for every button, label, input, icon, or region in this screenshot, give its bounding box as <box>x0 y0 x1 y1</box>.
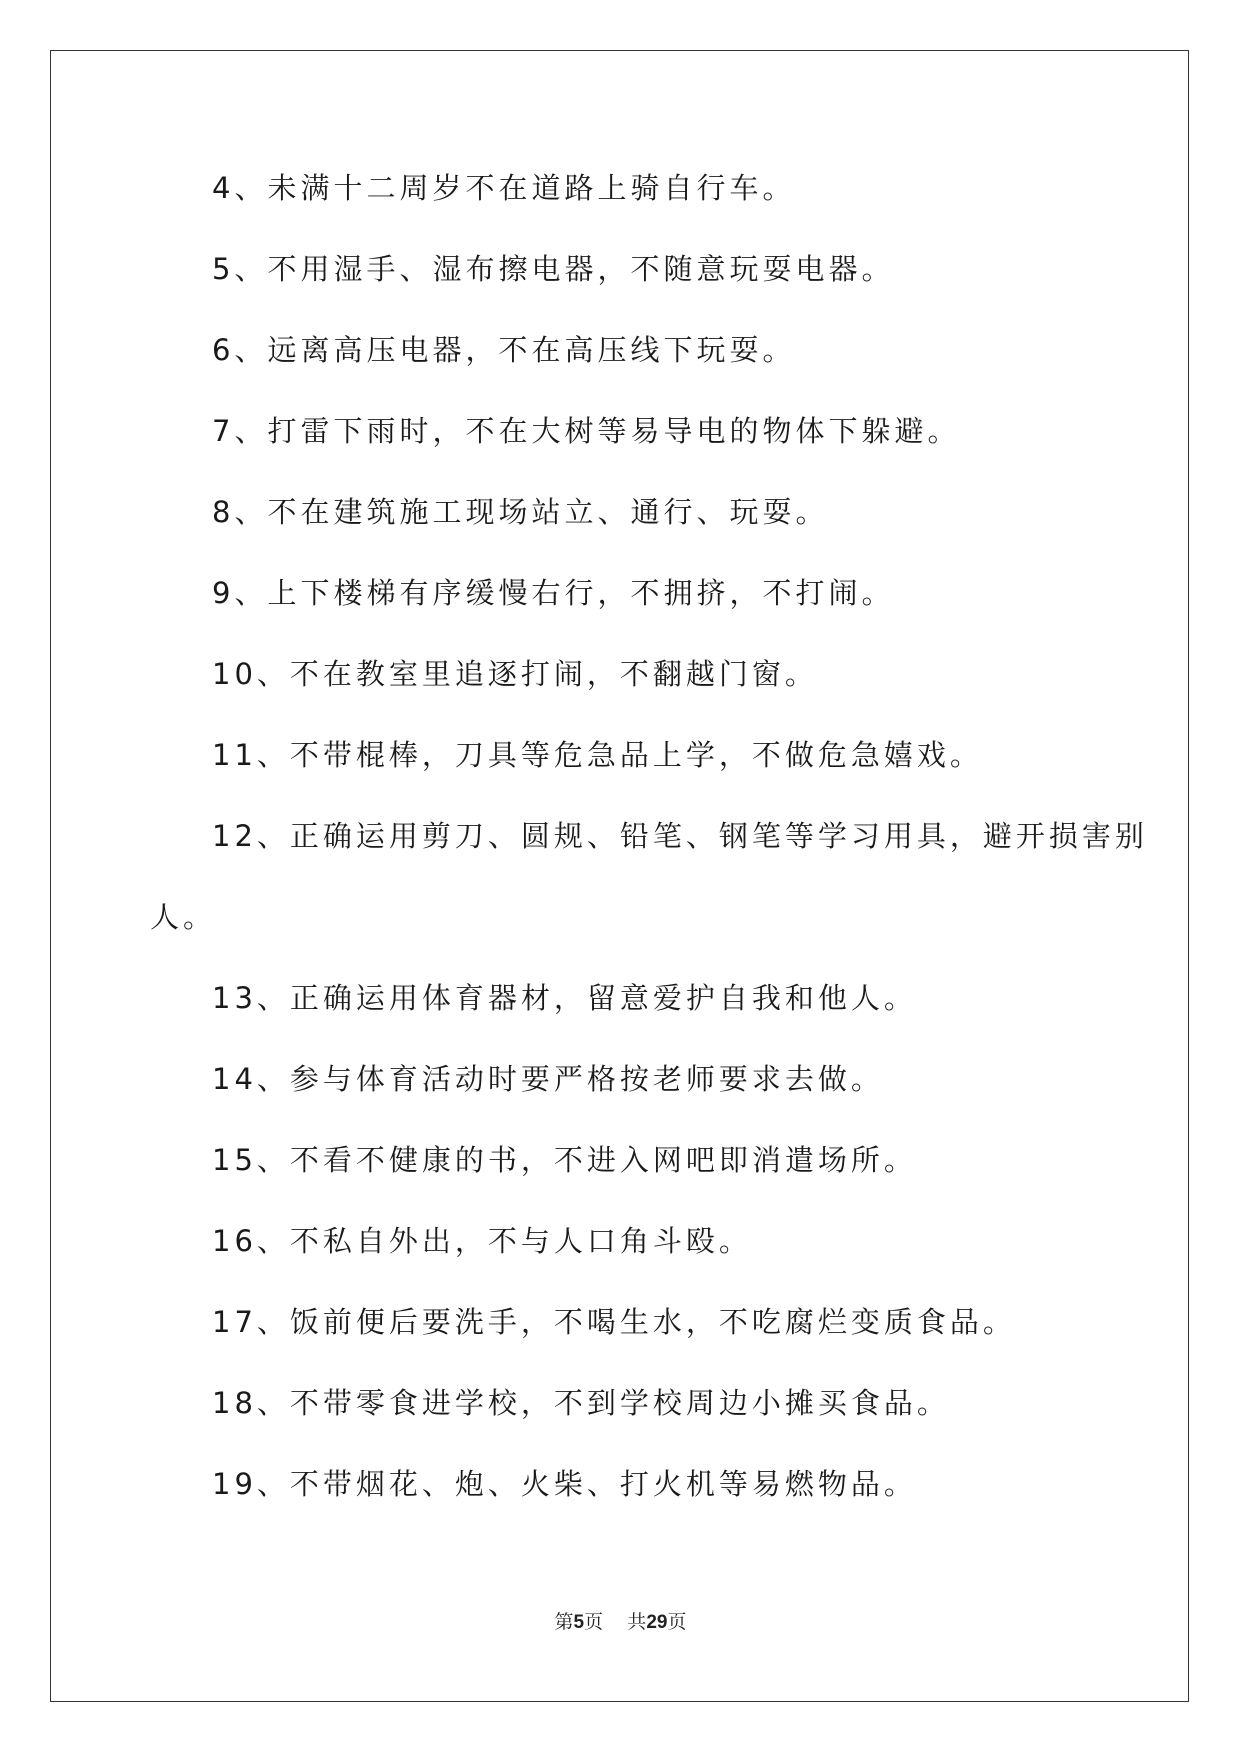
page-border <box>50 50 1189 1702</box>
footer-total-suffix: 页 <box>667 1611 687 1633</box>
paragraph-continuation: 人。 <box>150 900 217 934</box>
paragraph: 18、不带零食进学校，不到学校周边小摊买食品。 <box>212 1386 950 1420</box>
paragraph: 11、不带棍棒，刀具等危急品上学，不做危急嬉戏。 <box>212 738 983 772</box>
paragraph: 7、打雷下雨时，不在大树等易导电的物体下躲避。 <box>212 414 961 448</box>
paragraph: 13、正确运用体育器材，留意爱护自我和他人。 <box>212 981 917 1015</box>
paragraph: 15、不看不健康的书，不进入网吧即消遣场所。 <box>212 1143 917 1177</box>
footer-page-suffix: 页 <box>584 1611 604 1633</box>
total-pages: 29 <box>646 1612 668 1633</box>
paragraph: 5、不用湿手、湿布擦电器，不随意玩耍电器。 <box>212 252 895 286</box>
paragraph: 14、参与体育活动时要严格按老师要求去做。 <box>212 1062 884 1096</box>
paragraph: 6、远离高压电器，不在高压线下玩耍。 <box>212 333 796 367</box>
footer-total-prefix: 共 <box>627 1611 647 1633</box>
paragraph: 4、未满十二周岁不在道路上骑自行车。 <box>212 171 796 205</box>
paragraph: 10、不在教室里追逐打闹，不翻越门窗。 <box>212 657 818 691</box>
page-footer <box>0 1607 1241 1634</box>
paragraph: 12、正确运用剪刀、圆规、铅笔、钢笔等学习用具，避开损害别 <box>212 819 1148 853</box>
page-number: 5 <box>573 1612 585 1633</box>
paragraph: 16、不私自外出，不与人口角斗殴。 <box>212 1224 752 1258</box>
paragraph: 9、上下楼梯有序缓慢右行，不拥挤，不打闹。 <box>212 576 895 610</box>
paragraph: 19、不带烟花、炮、火柴、打火机等易燃物品。 <box>212 1467 917 1501</box>
footer-prefix: 第 <box>554 1611 574 1633</box>
paragraph: 8、不在建筑施工现场站立、通行、玩耍。 <box>212 495 829 529</box>
paragraph: 17、饭前便后要洗手，不喝生水，不吃腐烂变质食品。 <box>212 1305 1016 1339</box>
